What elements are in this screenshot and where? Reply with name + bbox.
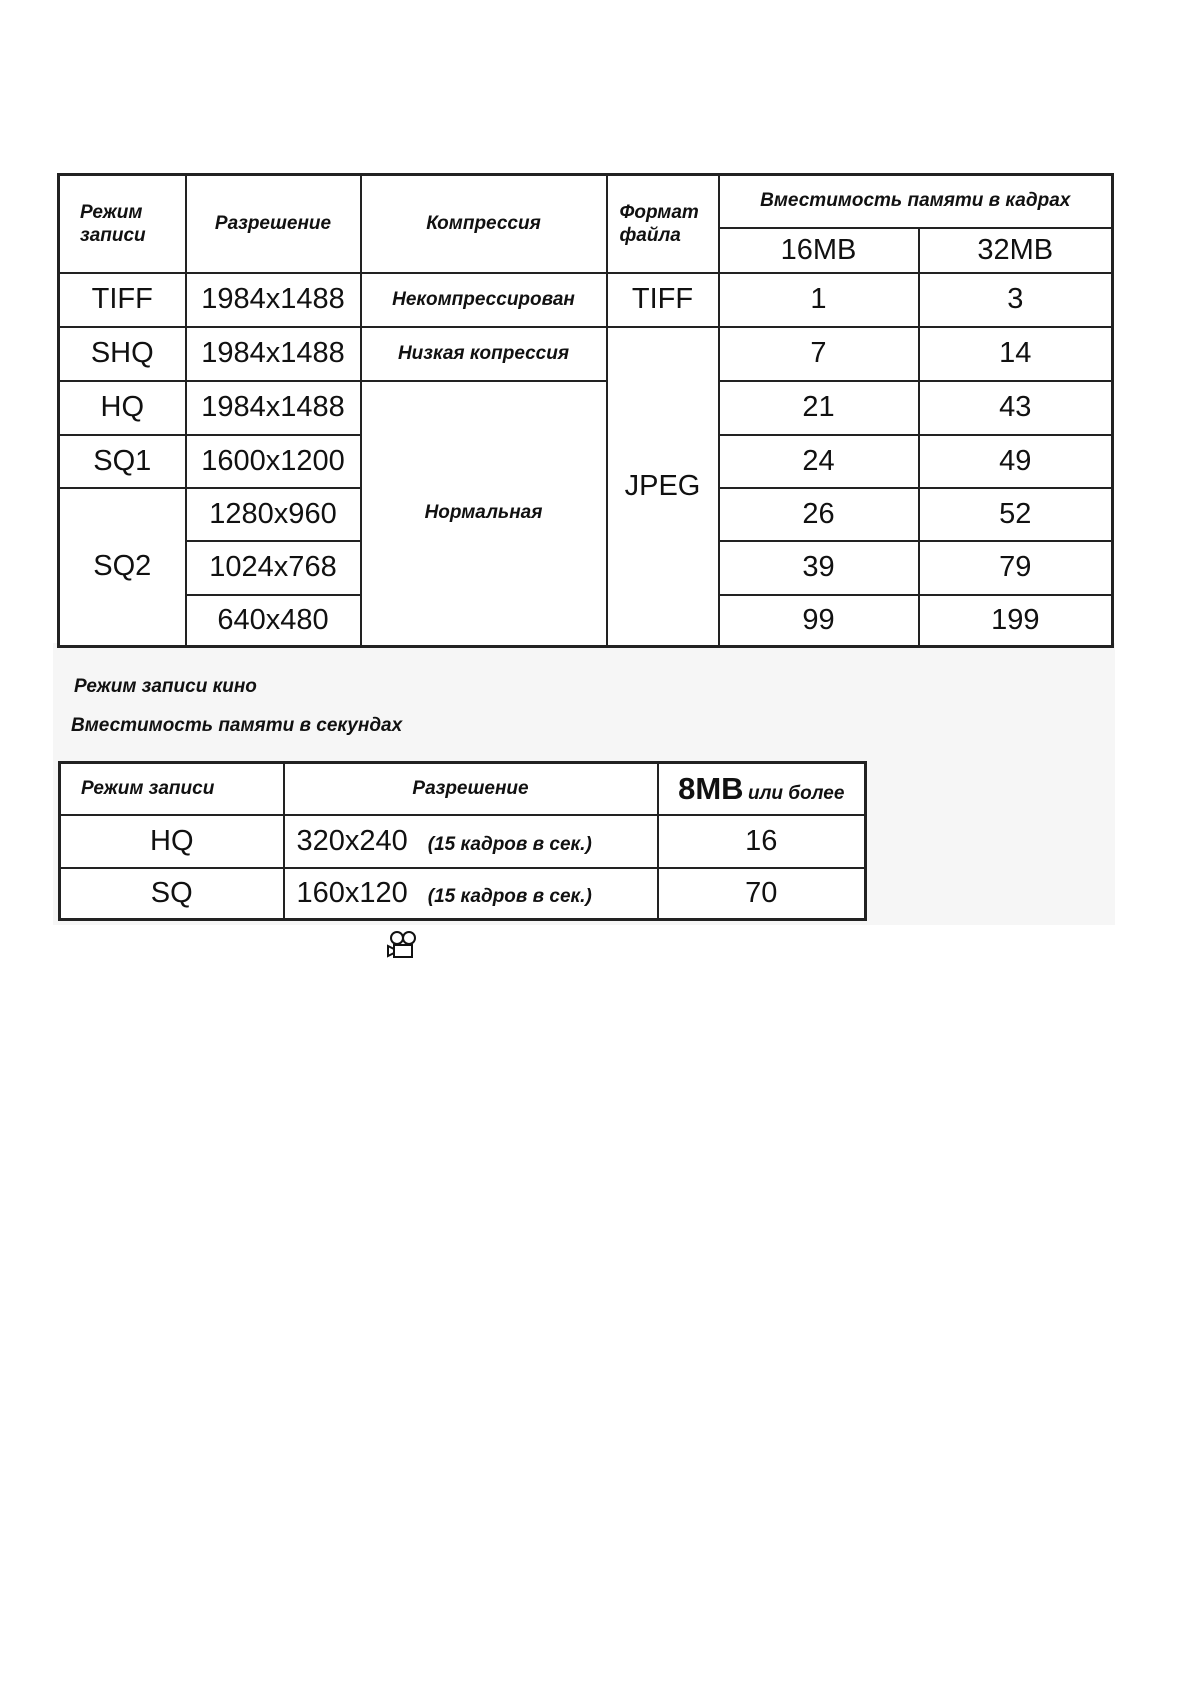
capacity-cell: 16 [658,815,866,868]
resolution-cell: 1024x768 [186,541,361,595]
mem16-cell: 26 [719,488,919,541]
capacity-cell: 70 [658,868,866,920]
movie-capacity-table [58,761,867,921]
mem32-cell: 199 [919,595,1113,647]
header-16mb: 16MB [719,228,919,273]
mem32-cell: 49 [919,435,1113,488]
header-compression: Компрессия [361,175,607,273]
compression-cell: Некомпрессирован [361,273,607,327]
format-cell: TIFF [607,273,719,327]
header-resolution: Разрешение [284,763,658,815]
mode-cell: SQ1 [59,435,186,488]
compression-cell: Нормальная [361,381,607,647]
resolution-value: 320x240 [296,824,408,857]
resolution-cell: 640x480 [186,595,361,647]
table-row [60,868,866,920]
resolution-cell [284,868,658,920]
header-resolution: Разрешение [186,175,361,273]
mem16-cell: 7 [719,327,919,381]
table-row [60,815,866,868]
table-row [59,381,1113,435]
resolution-cell: 1600x1200 [186,435,361,488]
header-capacity [658,763,866,815]
mem16-cell: 1 [719,273,919,327]
mode-cell: HQ [59,381,186,435]
header-capacity: Вместимость памяти в кадрах [719,175,1113,228]
resolution-cell [284,815,658,868]
mem16-cell: 99 [719,595,919,647]
header-mode: Режим записи [59,175,186,273]
mem32-cell: 79 [919,541,1113,595]
header-32mb: 32MB [919,228,1113,273]
resolution-cell: 1280x960 [186,488,361,541]
fps-note: (15 кадров в сек.) [427,885,592,907]
mem32-cell: 52 [919,488,1113,541]
table-row [59,327,1113,381]
mem16-cell: 21 [719,381,919,435]
format-cell: JPEG [607,327,719,647]
compression-cell: Низкая копрессия [361,327,607,381]
mode-cell: SHQ [59,327,186,381]
photo-capacity-table [57,173,1114,648]
mode-cell: TIFF [59,273,186,327]
mem32-cell: 3 [919,273,1113,327]
resolution-cell: 1984x1488 [186,381,361,435]
mem32-cell: 43 [919,381,1113,435]
movie-camera-icon [386,930,420,960]
mode-cell: HQ [60,815,284,868]
movie-section-subtitle: Вместимость памяти в секундах [71,715,403,736]
header-mode: Режим записи [60,763,284,815]
fps-note: (15 кадров в сек.) [427,833,592,855]
header-format: Формат файла [607,175,719,273]
resolution-cell: 1984x1488 [186,273,361,327]
header-8mb: 8MB [678,770,744,806]
mode-cell: SQ2 [59,488,186,647]
mem32-cell: 14 [919,327,1113,381]
resolution-value: 160x120 [296,876,408,909]
table-row [59,273,1113,327]
header-8mb-suffix: или более [748,782,845,804]
mem16-cell: 39 [719,541,919,595]
mode-cell: SQ [60,868,284,920]
mem16-cell: 24 [719,435,919,488]
movie-section-title: Режим записи кино [74,676,257,697]
resolution-cell: 1984x1488 [186,327,361,381]
